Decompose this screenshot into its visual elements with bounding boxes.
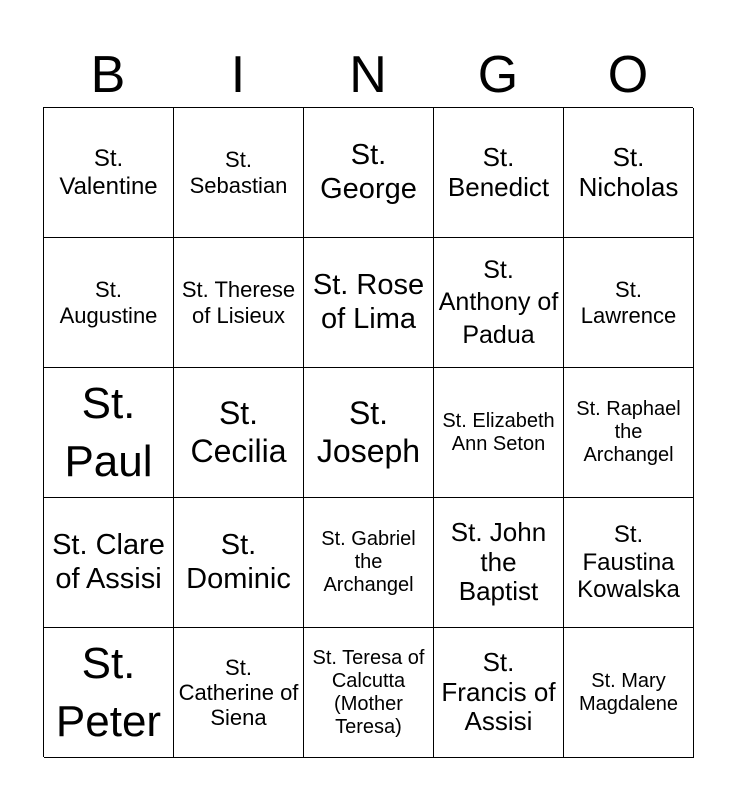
header-letter-n: N: [349, 46, 387, 104]
bingo-cell[interactable]: St. Augustine: [44, 238, 174, 368]
bingo-cell[interactable]: St. Elizabeth Ann Seton: [434, 368, 564, 498]
header-letter-b: B: [90, 46, 126, 104]
bingo-cell[interactable]: St. John the Baptist: [434, 498, 564, 628]
bingo-cell[interactable]: St. Gabriel the Archangel: [304, 498, 434, 628]
bingo-cell[interactable]: St. Teresa of Calcutta (Mother Teresa): [304, 628, 434, 758]
bingo-cell[interactable]: St. Dominic: [174, 498, 304, 628]
bingo-cell[interactable]: St. Benedict: [434, 108, 564, 238]
bingo-cell[interactable]: St. Nicholas: [564, 108, 694, 238]
bingo-cell[interactable]: St. Lawrence: [564, 238, 694, 368]
bingo-cell[interactable]: St. Sebastian: [174, 108, 304, 238]
bingo-board: [43, 107, 693, 757]
bingo-cell[interactable]: St. George: [304, 108, 434, 238]
bingo-cell[interactable]: St. Peter: [44, 628, 174, 758]
bingo-cell[interactable]: St. Faustina Kowalska: [564, 498, 694, 628]
bingo-cell[interactable]: St. Joseph: [304, 368, 434, 498]
bingo-cell[interactable]: St. Francis of Assisi: [434, 628, 564, 758]
bingo-cell[interactable]: St. Raphael the Archangel: [564, 368, 694, 498]
bingo-cell[interactable]: St. Anthony of Padua: [434, 238, 564, 368]
bingo-cell[interactable]: St. Valentine: [44, 108, 174, 238]
bingo-cell[interactable]: St. Rose of Lima: [304, 238, 434, 368]
header-letter-i: I: [230, 46, 246, 104]
bingo-cell[interactable]: St. Therese of Lisieux: [174, 238, 304, 368]
header-letter-g: G: [477, 46, 519, 104]
bingo-cell[interactable]: St. Paul: [44, 368, 174, 498]
header-letter-o: O: [607, 46, 649, 104]
bingo-cell[interactable]: St. Cecilia: [174, 368, 304, 498]
bingo-cell[interactable]: St. Mary Magdalene: [564, 628, 694, 758]
bingo-cell[interactable]: St. Clare of Assisi: [44, 498, 174, 628]
bingo-cell[interactable]: St. Catherine of Siena: [174, 628, 304, 758]
bingo-header: [43, 45, 693, 105]
